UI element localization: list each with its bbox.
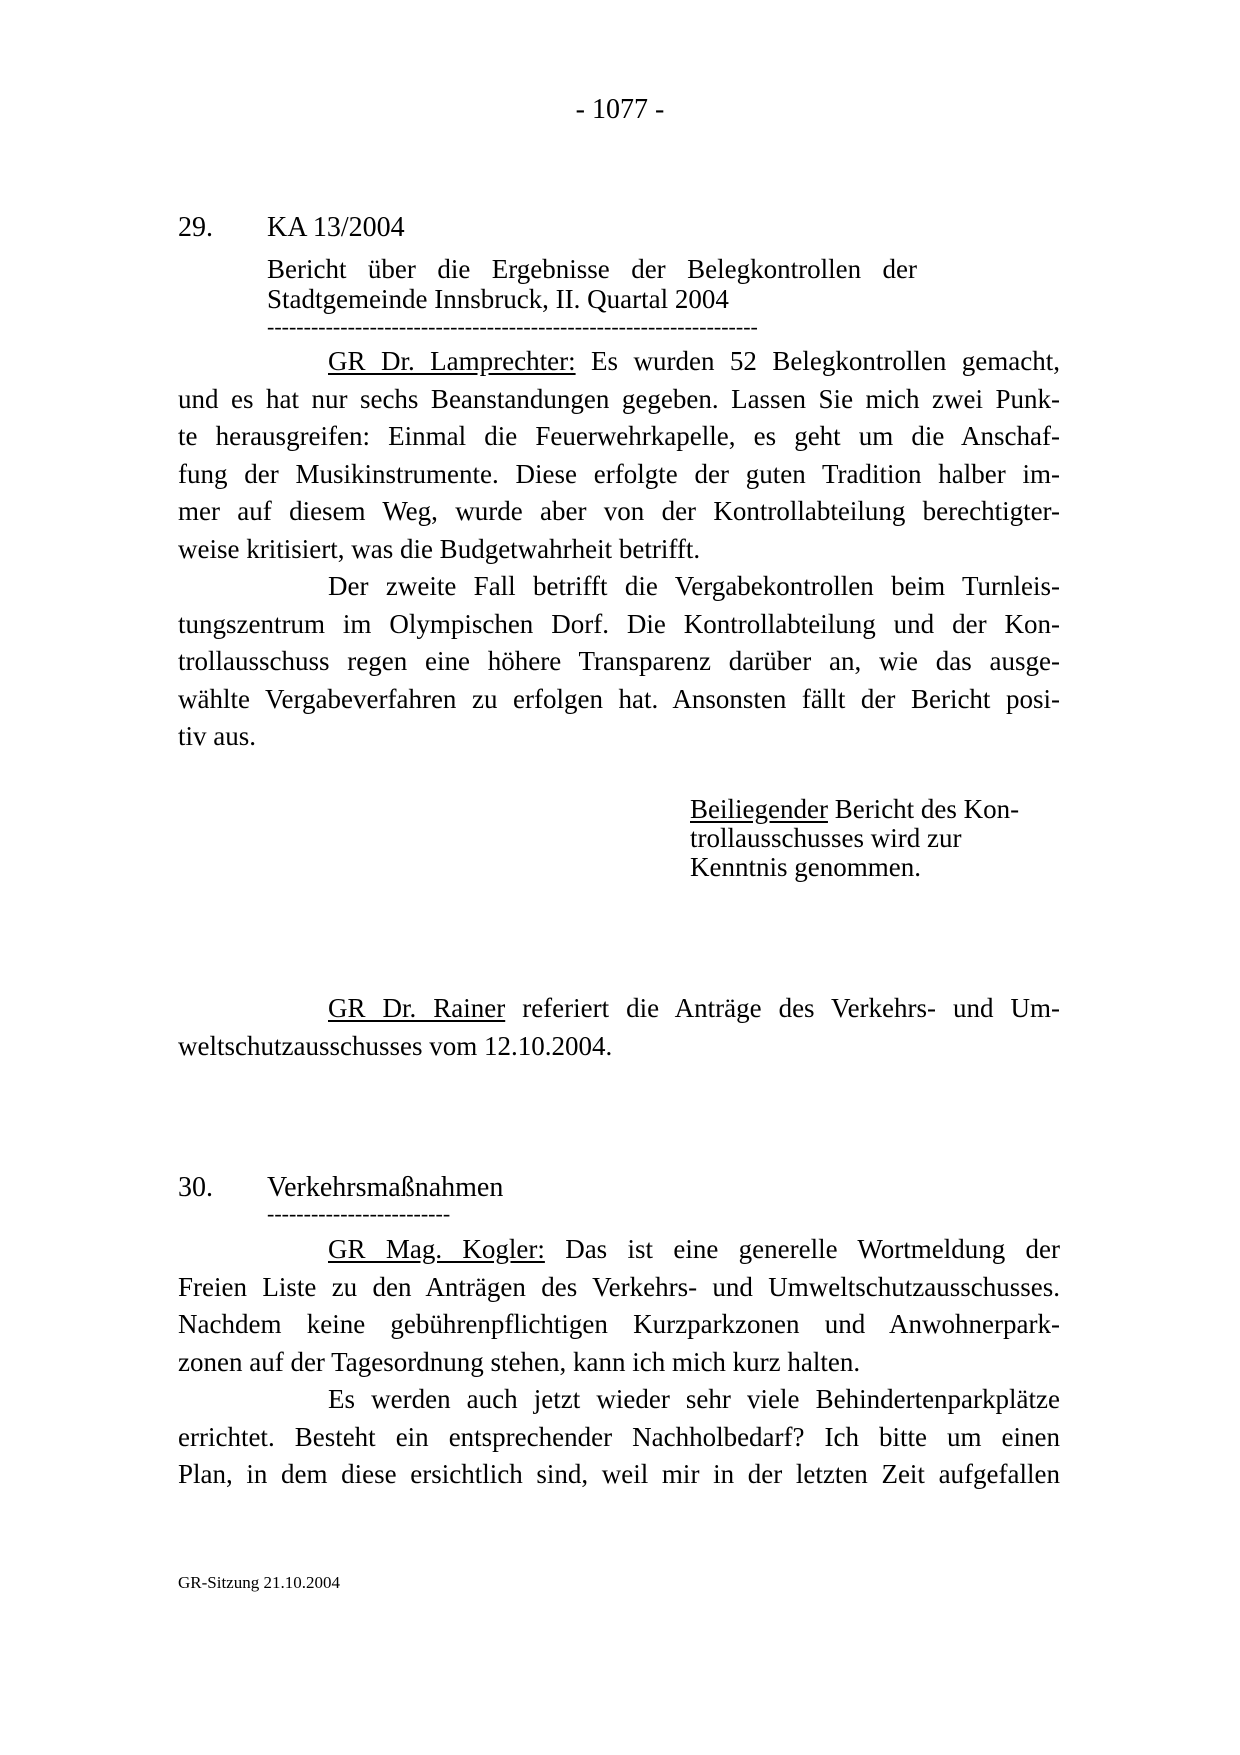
item-heading-30: Verkehrsmaßnahmen	[267, 1172, 504, 1203]
speech-line: fung der Musikinstrumente. Diese erfolgte der guten Tradition halber im-	[178, 458, 1060, 489]
speaker-name: GR Mag. Kogler:	[328, 1234, 545, 1264]
speaker-name: GR Dr. Lamprechter:	[328, 346, 576, 376]
item-number-30: 30.	[178, 1172, 213, 1203]
speech-line: GR Mag. Kogler: Das ist eine generelle Wortmeldung der	[328, 1234, 1060, 1264]
resolution-keyword: Beiliegender	[690, 794, 828, 824]
resolution-line: trollausschusses wird zur	[690, 823, 962, 853]
speech-line: weise kritisiert, was die Budgetwahrheit betrifft.	[178, 533, 701, 564]
page-number: - 1077 -	[575, 94, 665, 125]
speech-line: Plan, in dem diese ersichtlich sind, weil mir in der letzten Zeit aufgefallen	[178, 1459, 1060, 1489]
separator-29: -------------------------------------------------------------------	[267, 316, 758, 338]
speech-line: Nachdem keine gebührenpflichtigen Kurzparkzonen und Anwohnerpark-	[178, 1309, 1060, 1339]
item-heading-29: KA 13/2004	[267, 212, 405, 243]
speech-line: GR Dr. Lamprechter: Es wurden 52 Belegkontrollen gemacht,	[328, 346, 1060, 376]
separator-30: -------------------------	[267, 1203, 451, 1225]
resolution-line: Beiliegender Bericht des Kon-	[690, 794, 1020, 824]
speech-line: zonen auf der Tagesordnung stehen, kann ich mich kurz halten.	[178, 1346, 861, 1377]
speech-line: tungszentrum im Olympischen Dorf. Die Kontrollabteilung und der Kon-	[178, 608, 1060, 639]
speaker-name: GR Dr. Rainer	[328, 993, 506, 1023]
speech-lamprechter	[178, 343, 1060, 756]
speech-line: mer auf diesem Weg, wurde aber von der Kontrollabteilung berechtigter-	[178, 496, 1060, 526]
footer-session-date: GR-Sitzung 21.10.2004	[178, 1573, 340, 1592]
speech-kogler	[178, 1231, 1060, 1494]
speech-line: trollausschuss regen eine höhere Transparenz darüber an, wie das ausge-	[178, 646, 1060, 676]
subject-line: Bericht über die Ergebnisse der Belegkontrollen der	[267, 254, 917, 284]
speech-line: wählte Vergabeverfahren zu erfolgen hat. Ansonsten fällt der Bericht posi-	[178, 683, 1060, 714]
speech-line: errichtet. Besteht ein entsprechender Nachholbedarf? Ich bitte um einen	[178, 1421, 1060, 1452]
speech-line: und es hat nur sechs Beanstandungen gegeben. Lassen Sie mich zwei Punk-	[178, 383, 1060, 414]
referral-rainer	[178, 990, 1060, 1065]
speech-line: tiv aus.	[178, 721, 256, 751]
referral-line: weltschutzausschusses vom 12.10.2004.	[178, 1030, 613, 1061]
subject-line: Stadtgemeinde Innsbruck, II. Quartal 2004	[267, 284, 729, 314]
item-number-29: 29.	[178, 212, 213, 243]
resolution-line: Kenntnis genommen.	[690, 852, 921, 882]
resolution-29	[690, 795, 1060, 882]
speech-line: te herausgreifen: Einmal die Feuerwehrkapelle, es geht um die Anschaf-	[178, 421, 1060, 451]
speech-line: Freien Liste zu den Anträgen des Verkehrs- und Umweltschutzausschusses.	[178, 1271, 1060, 1302]
speech-line: Der zweite Fall betrifft die Vergabekontrollen beim Turnleis-	[328, 571, 1060, 601]
referral-line: GR Dr. Rainer referiert die Anträge des Verkehrs- und Um-	[328, 993, 1060, 1023]
speech-line: Es werden auch jetzt wieder sehr viele Behindertenparkplätze	[328, 1384, 1060, 1414]
item-subject-29	[267, 254, 917, 314]
